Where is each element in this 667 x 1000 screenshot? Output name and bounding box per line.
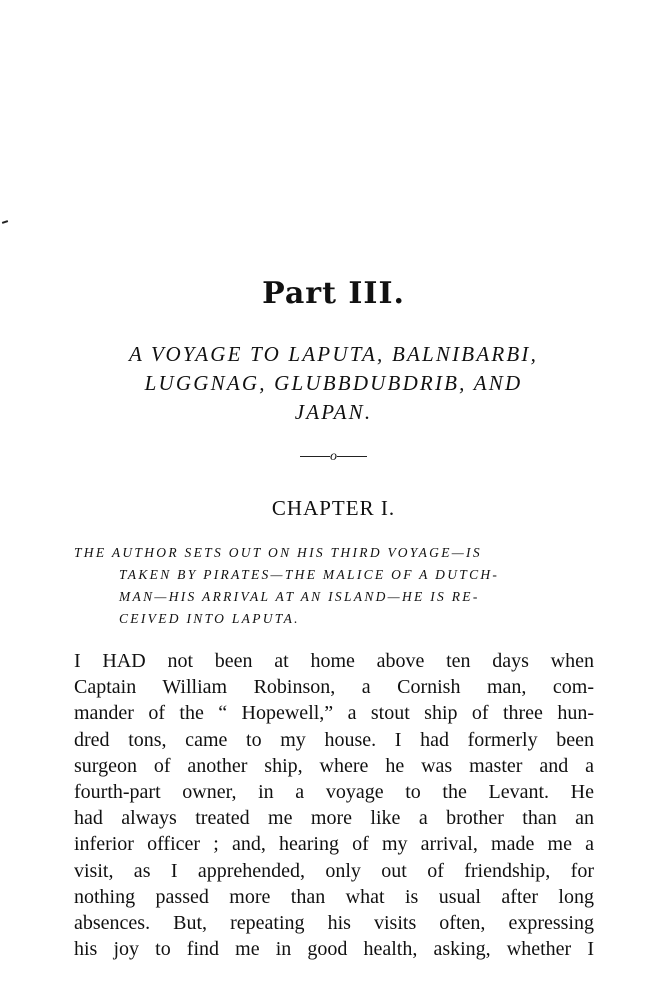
body-line: mander of the “ Hopewell,” a stout ship of three hun-	[74, 702, 594, 725]
body-line-first	[74, 648, 594, 674]
body-line: inferior officer ; and, hearing of my arrival, made me a	[74, 833, 594, 856]
voyage-title-line: JAPAN.	[294, 400, 373, 424]
body-line: his joy to find me in good health, asking, whether I	[74, 938, 594, 961]
body-line: dred tons, came to my house. I had formerly been	[74, 728, 594, 751]
margin-mark	[2, 220, 8, 224]
body-line: surgeon of another ship, where he was master and a	[74, 754, 594, 777]
ornament-divider	[0, 449, 667, 465]
synopsis-line: TAKEN BY PIRATES—THE MALICE OF A DUTCH-	[119, 567, 500, 582]
synopsis-line: THE AUTHOR SETS OUT ON HIS THIRD VOYAGE—IS	[74, 545, 482, 560]
body-line: had always treated me more like a brother than an	[74, 807, 594, 830]
ornament-rule-right	[337, 456, 367, 457]
body-line: Captain William Robinson, a Cornish man, com-	[74, 676, 594, 699]
ornament-mark: o	[330, 449, 337, 464]
voyage-title-line: A VOYAGE TO LAPUTA, BALNIBARBI,	[128, 342, 539, 366]
voyage-title-line: LUGGNAG, GLUBBDUBDRIB, AND	[144, 371, 523, 395]
body-line: absences. But, repeating his visits often, expressing	[74, 912, 594, 935]
part-heading: Part III.	[262, 276, 405, 311]
body-line: visit, as I apprehended, only out of friendship, for	[74, 859, 594, 882]
body-line: nothing passed more than what is usual after long	[74, 885, 594, 908]
synopsis-line: MAN—HIS ARRIVAL AT AN ISLAND—HE IS RE-	[119, 589, 480, 604]
voyage-title	[60, 340, 607, 427]
chapter-synopsis	[74, 542, 594, 630]
smallcaps-word: HAD	[102, 650, 146, 672]
synopsis-line: CEIVED INTO LAPUTA.	[119, 611, 300, 626]
drop-initial: I	[74, 650, 81, 672]
body-line: fourth-part owner, in a voyage to the Levant. He	[74, 781, 594, 804]
chapter-title: CHAPTER I.	[271, 496, 396, 520]
first-line-rest: not been at home above ten days when	[145, 650, 595, 672]
body-paragraph	[74, 648, 594, 962]
ornament-rule-left	[300, 456, 330, 457]
